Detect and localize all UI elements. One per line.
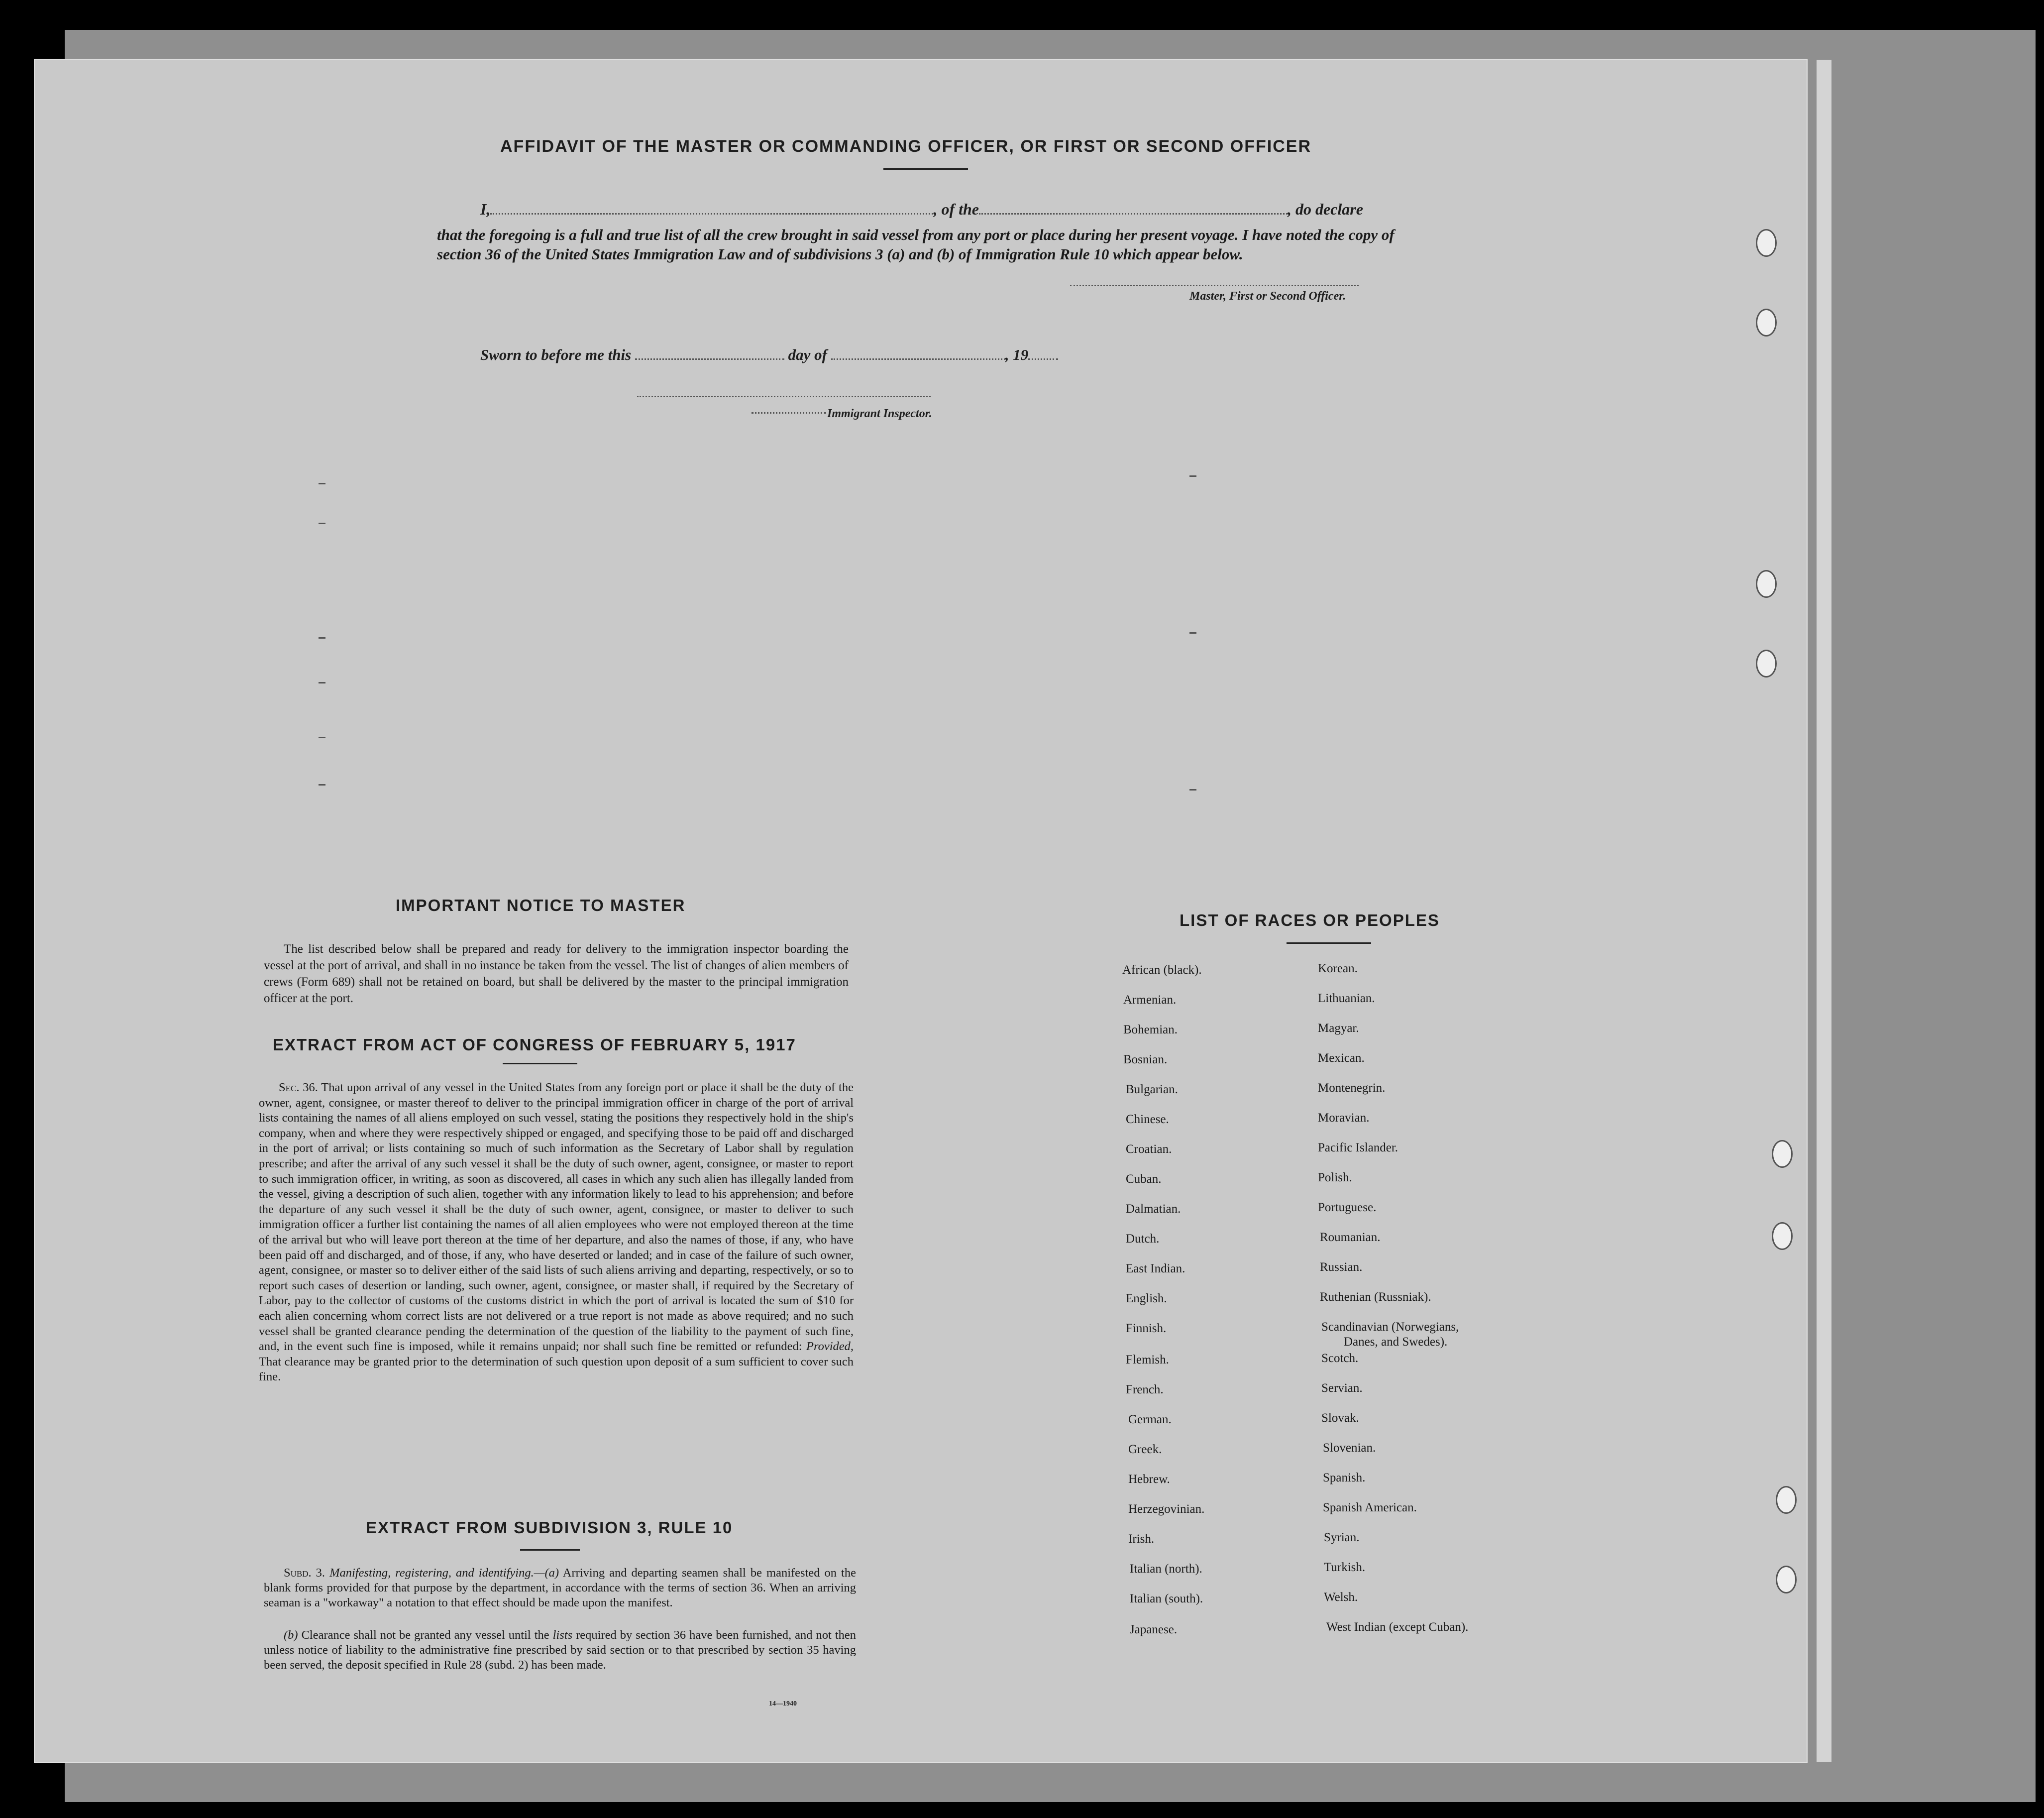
year-label: , 19 bbox=[1005, 346, 1029, 363]
title-underline bbox=[883, 168, 968, 170]
punch-hole bbox=[1776, 1566, 1797, 1593]
race-item: Lithuanian. bbox=[1318, 992, 1375, 1005]
race-item: Finnish. bbox=[1126, 1322, 1167, 1335]
race-item: Croatian. bbox=[1126, 1142, 1172, 1156]
inspector-signature-field[interactable] bbox=[637, 396, 931, 397]
affidavit-body: that the foregoing is a full and true list of all the crew brought in said vessel from any port or place during her present voyage. I have noted the copy of section 36 of the United States Immigration Law and of subdivisions 3 (a) and (b) of Immigration Rule 10 which appear below. bbox=[437, 226, 1395, 263]
punch-hole bbox=[1772, 1140, 1793, 1168]
sworn-month-field[interactable] bbox=[831, 358, 1005, 360]
race-item: Bohemian. bbox=[1123, 1023, 1178, 1036]
act-text-end: That clearance may be granted prior to the determination of such question upon deposit of a sum sufficient to cover such fine. bbox=[259, 1355, 854, 1384]
race-item: Armenian. bbox=[1123, 993, 1177, 1007]
notice-text: The list described below shall be prepared and ready for delivery to the immigration inspector boarding the vessel at the port of arrival, and shall in no instance be taken from the vessel. The list of changes of alien members of crews (Form 689) shall not be retained on board, but shall be delivered by the master to the principal immigration officer at the port. bbox=[264, 942, 849, 1005]
race-item: East Indian. bbox=[1126, 1262, 1185, 1275]
race-item: Mexican. bbox=[1318, 1051, 1365, 1065]
bleed-through-mark bbox=[1189, 632, 1196, 634]
subd-b-label: (b) bbox=[284, 1628, 298, 1642]
subd-b-text-1: Clearance shall not be granted any vessel until the bbox=[301, 1628, 549, 1642]
rule-subd-b bbox=[264, 1628, 856, 1673]
race-item: Slovak. bbox=[1321, 1411, 1359, 1425]
rule-title-underline bbox=[520, 1549, 580, 1551]
day-of-label: day of bbox=[788, 346, 827, 363]
act-title-underline bbox=[503, 1063, 577, 1064]
race-item: Turkish. bbox=[1324, 1561, 1366, 1574]
declarant-label: I, bbox=[480, 200, 491, 218]
race-item: Ruthenian (Russniak). bbox=[1320, 1290, 1431, 1304]
race-item: Syrian. bbox=[1324, 1531, 1360, 1544]
race-item: Portuguese. bbox=[1318, 1201, 1377, 1214]
race-item: Welsh. bbox=[1324, 1591, 1358, 1604]
bleed-through-mark bbox=[319, 784, 325, 786]
race-item: Italian (south). bbox=[1130, 1592, 1203, 1605]
race-item: Dalmatian. bbox=[1126, 1202, 1181, 1216]
race-item: Italian (north). bbox=[1130, 1562, 1202, 1576]
race-item: Spanish. bbox=[1323, 1471, 1366, 1484]
subd-b-lists: lists bbox=[552, 1628, 573, 1642]
race-item: Pacific Islander. bbox=[1318, 1141, 1399, 1154]
sworn-label: Sworn to before me this bbox=[480, 346, 632, 363]
act-body bbox=[259, 1080, 854, 1385]
races-title-underline bbox=[1287, 942, 1371, 944]
race-item: Bosnian. bbox=[1123, 1053, 1168, 1066]
punch-hole bbox=[1756, 570, 1777, 598]
act-title: EXTRACT FROM ACT OF CONGRESS OF FEBRUARY 5, 1917 bbox=[273, 1035, 796, 1054]
bleed-through-mark bbox=[319, 483, 325, 484]
sworn-line bbox=[480, 346, 1058, 364]
inspector-dots bbox=[752, 407, 826, 416]
race-item: Scotch. bbox=[1321, 1352, 1359, 1365]
race-item: Chinese. bbox=[1126, 1113, 1169, 1126]
race-item: Bulgarian. bbox=[1126, 1083, 1178, 1096]
vessel-name-field[interactable] bbox=[979, 213, 1288, 215]
race-item: Servian. bbox=[1321, 1381, 1363, 1395]
bleed-through-mark bbox=[319, 523, 325, 524]
notice-body bbox=[264, 941, 849, 1007]
of-the-label: , of the bbox=[933, 200, 979, 218]
race-item: Japanese. bbox=[1130, 1623, 1178, 1636]
affidavit-title: AFFIDAVIT OF THE MASTER OR COMMANDING OFFICER, OR FIRST OR SECOND OFFICER bbox=[500, 137, 1311, 156]
race-item: Scandinavian (Norwegians, bbox=[1321, 1320, 1459, 1334]
subd-a-text: Arriving and departing seamen shall be manifested on the blank forms provided for that purpose by the department, in accordance with the terms of section 36. When an arriving seaman is a "workaway" a notation to that effect should be made upon the manifest. bbox=[264, 1566, 856, 1609]
document-page bbox=[35, 60, 1807, 1762]
race-item: Slovenian. bbox=[1323, 1441, 1376, 1455]
sworn-day-field[interactable] bbox=[635, 358, 784, 360]
race-item: Greek. bbox=[1128, 1443, 1162, 1456]
subd-label: Subd. 3. bbox=[284, 1566, 325, 1580]
race-item: Flemish. bbox=[1126, 1353, 1169, 1366]
rule-title: EXTRACT FROM SUBDIVISION 3, RULE 10 bbox=[366, 1518, 733, 1537]
bleed-through-mark bbox=[319, 637, 325, 639]
race-item: Montenegrin. bbox=[1318, 1081, 1386, 1095]
race-item: Russian. bbox=[1320, 1260, 1363, 1274]
punch-hole bbox=[1756, 229, 1777, 257]
race-item: Magyar. bbox=[1318, 1022, 1359, 1035]
race-item: African (black). bbox=[1122, 963, 1202, 977]
race-item: West Indian (except Cuban). bbox=[1326, 1620, 1469, 1634]
subd-a-label: —(a) bbox=[534, 1566, 559, 1580]
race-item: Cuban. bbox=[1126, 1172, 1162, 1186]
punch-hole bbox=[1756, 309, 1777, 337]
declarant-name-field[interactable] bbox=[490, 213, 933, 215]
section-label: Sec. 36. bbox=[279, 1081, 318, 1094]
race-item: Hebrew. bbox=[1128, 1473, 1170, 1486]
punch-hole bbox=[1772, 1222, 1793, 1250]
affidavit-line-1 bbox=[480, 200, 1363, 219]
race-item: Dutch. bbox=[1126, 1232, 1160, 1246]
races-title: LIST OF RACES OR PEOPLES bbox=[1180, 911, 1440, 929]
race-item: German. bbox=[1128, 1413, 1172, 1426]
subd-b-text-2: required by section 36 have been furnished, and not then unless notice of liability to the administrative fine prescribed by said section or to that prescribed by section 35 having been served, the deposit specified in Rule 28 (subd. 2) has been made. bbox=[264, 1628, 856, 1672]
punch-hole bbox=[1776, 1486, 1797, 1514]
bleed-through-mark bbox=[319, 737, 325, 738]
sworn-year-field[interactable] bbox=[1028, 358, 1058, 360]
race-item: French. bbox=[1126, 1383, 1164, 1396]
act-text: That upon arrival of any vessel in the United States from any foreign port or place it shall be the duty of the owner, agent, consignee, or master thereof to deliver to the principal immigration officer in charge of the port of arrival lists containing the names of all aliens employed on such vessel, stating the positions they respectively hold in the ship's company, when and where they were respectively shipped or engaged, and specifying those to be paid off and discharged in the port of arrival; or lists containing so much of such information as the Secretary of Labor shall by regulation prescribe; and after the arrival of any such vessel it shall be the duty of such owner, agent, consignee, or master to report to such immigration officer, in writing, as soon as discovered, all cases in which any such alien has illegally landed from the vessel, giving a description of such alien, together with any information likely to lead to his apprehension; and before the departure of any such vessel it shall be the duty of such owner, agent, consignee, or master to deliver to such immigration officer a further list containing the names of all alien employees who were not employed thereon at the time of the arrival but who will leave port thereon at the time of her departure, and also the names of those, if any, who have been paid off and discharged, and of those, if any, who have deserted or landed; and in case of the failure of such owner, agent, consignee, or master so to deliver either of the said lists of such aliens arriving and departing, respectively, or so to report such cases of desertion or landing, such owner, agent, consignee, or master shall, if required by the Secretary of Labor, pay to the collector of customs of the customs district in which the port of arrival is located the sum of $10 for each alien concerning whom correct lists are not delivered or a true report is not made as above required; and no such vessel shall be granted clearance pending the determination of the question of the liability to the payment of such fine, and, in the event such fine is imposed, while it remains unpaid; nor shall such fine be remitted or refunded: bbox=[259, 1081, 854, 1354]
signature-field[interactable] bbox=[1070, 285, 1359, 286]
rule-subd-a bbox=[264, 1566, 856, 1610]
race-item: English. bbox=[1126, 1292, 1167, 1305]
bleed-through-mark bbox=[1189, 789, 1196, 791]
race-item: Roumanian. bbox=[1320, 1231, 1381, 1244]
race-item: Herzegovinian. bbox=[1128, 1502, 1205, 1516]
race-item: Irish. bbox=[1128, 1532, 1155, 1546]
race-item: Korean. bbox=[1318, 962, 1358, 975]
signature-label: Master, First or Second Officer. bbox=[1189, 290, 1346, 303]
bleed-through-mark bbox=[1189, 475, 1196, 477]
provided-label: Provided, bbox=[806, 1340, 854, 1354]
punch-hole bbox=[1756, 650, 1777, 678]
race-item: Spanish American. bbox=[1323, 1501, 1417, 1514]
subd-heading: Manifesting, registering, and identifying. bbox=[329, 1566, 534, 1580]
notice-title: IMPORTANT NOTICE TO MASTER bbox=[396, 896, 686, 914]
bleed-through-mark bbox=[319, 682, 325, 683]
form-number: 14—1940 bbox=[769, 1700, 797, 1707]
race-item: Polish. bbox=[1318, 1171, 1352, 1184]
race-item: Moravian. bbox=[1318, 1111, 1370, 1125]
race-item: Danes, and Swedes). bbox=[1344, 1335, 1448, 1349]
declare-label: , do declare bbox=[1288, 200, 1363, 218]
inspector-label: Immigrant Inspector. bbox=[827, 407, 932, 420]
